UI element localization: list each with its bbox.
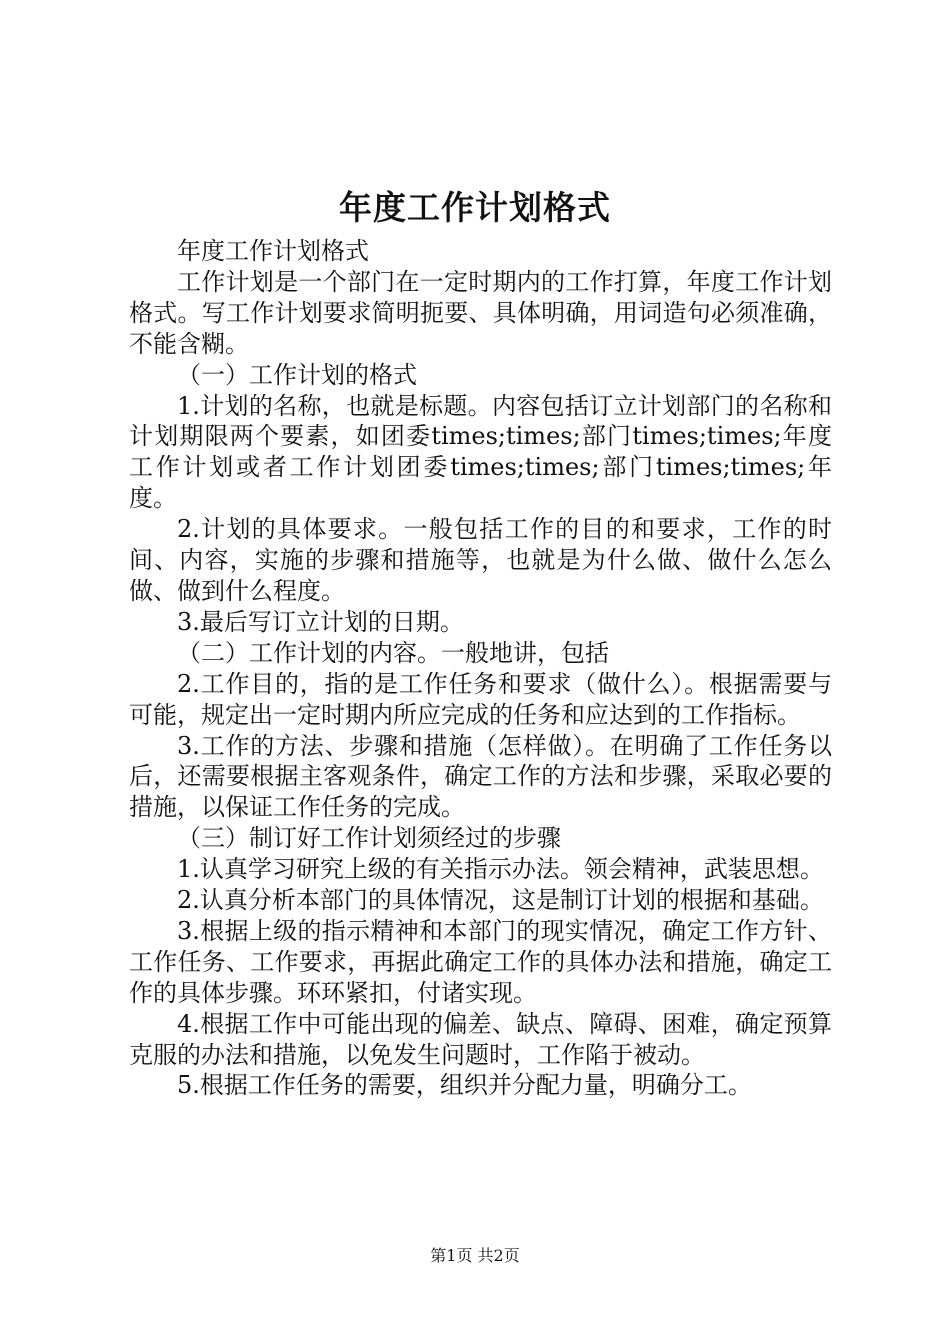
paragraph: 3.工作的方法、步骤和措施（怎样做）。在明确了工作任务以后，还需要根据主客观条件，确定工作的方法和步骤，采取必要的措施，以保证工作任务的完成。: [129, 731, 832, 822]
paragraph: 1.认真学习研究上级的有关指示办法。领会精神，武装思想。: [177, 855, 824, 884]
paragraph: 年度工作计划格式: [177, 237, 369, 265]
paragraph: 2.工作目的，指的是工作任务和要求（做什么）。根据需要与可能，规定出一定时期内所应完成的任务和应达到的工作指标。: [129, 669, 832, 729]
page-footer: 第1页 共2页: [430, 1246, 520, 1265]
paragraph: 2.计划的具体要求。一般包括工作的目的和要求，工作的时间、内容，实施的步骤和措施等，也就是为什么做、做什么怎么做、做到什么程度。: [129, 515, 832, 605]
paragraph: 2.认真分析本部门的具体情况，这是制订计划的根据和基础。: [177, 886, 824, 915]
paragraph: 4.根据工作中可能出现的偏差、缺点、障碍、困难，确定预算克服的办法和措施，以免发生问题时，工作陷于被动。: [129, 1009, 832, 1069]
section-heading: （一）工作计划的格式: [177, 360, 417, 389]
section-heading: （二）工作计划的内容。一般地讲，包括: [177, 638, 609, 667]
section-heading: （三）制订好工作计划须经过的步骤: [177, 824, 561, 853]
paragraph: 1.计划的名称，也就是标题。内容包括订立计划部门的名称和计划期限两个要素，如团委times;times;部门times;times;年度工作计划或者工作计划团委times;times;部门times;times;年度。: [129, 391, 832, 513]
paragraph: 5.根据工作任务的需要，组织并分配力量，明确分工。: [177, 1071, 752, 1100]
paragraph: 3.根据上级的指示精神和本部门的现实情况，确定工作方针、工作任务、工作要求，再据此确定工作的具体办法和措施，确定工作的具体步骤。环环紧扣，付诸实现。: [129, 916, 832, 1007]
document-body: [129, 236, 832, 1101]
paragraph: 工作计划是一个部门在一定时期内的工作打算，年度工作计划格式。写工作计划要求简明扼要、具体明确，用词造句必须准确，不能含糊。: [129, 267, 832, 358]
paragraph: 3.最后写订立计划的日期。: [177, 607, 464, 636]
document-title: 年度工作计划格式: [339, 188, 611, 227]
